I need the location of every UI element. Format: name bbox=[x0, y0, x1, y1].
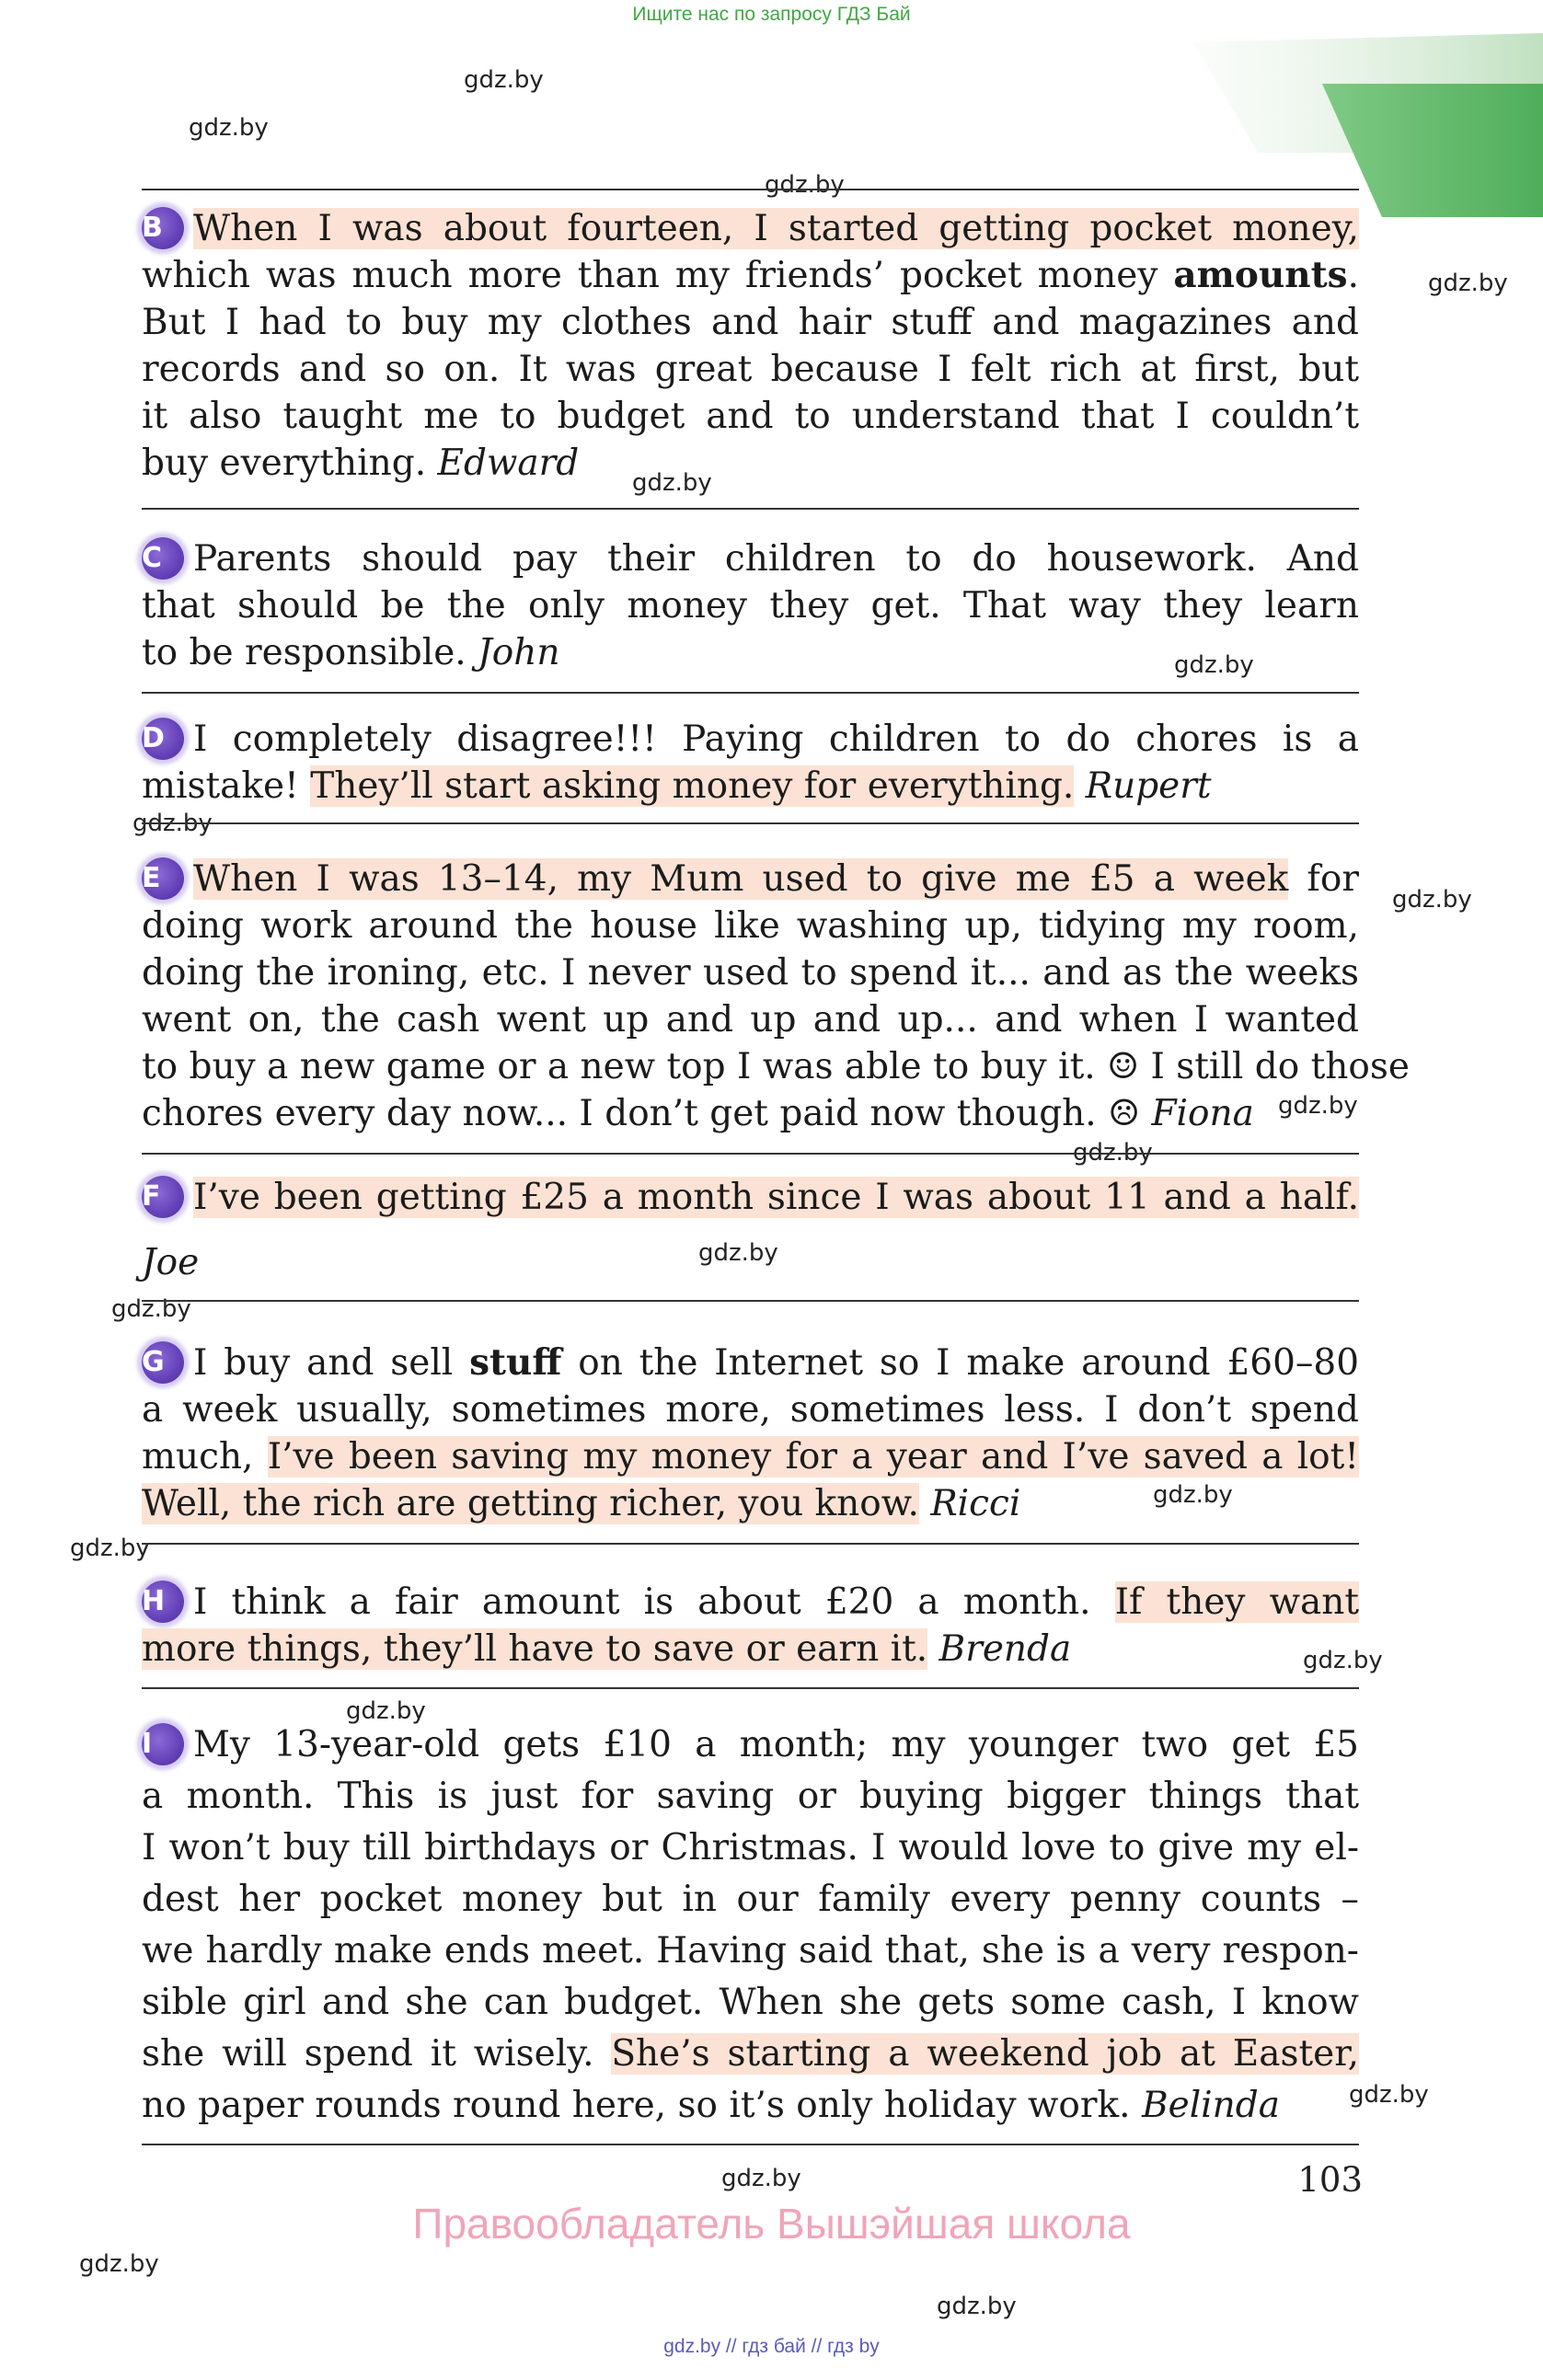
text-line bbox=[142, 1239, 1359, 1286]
section-divider bbox=[142, 1543, 1359, 1545]
letter-badge: G bbox=[142, 1341, 184, 1384]
page-number: 103 bbox=[1297, 2160, 1363, 2200]
letter-badge: D bbox=[142, 718, 184, 760]
section-divider bbox=[142, 1300, 1359, 1302]
letter-badge: B bbox=[142, 207, 184, 249]
text-line bbox=[142, 1579, 1359, 1626]
watermark: gdz.by bbox=[79, 2250, 159, 2278]
text-run: she will spend it wisely. bbox=[142, 2033, 612, 2075]
watermark: gdz.by bbox=[937, 2293, 1017, 2320]
watermark: gdz.by bbox=[1174, 651, 1254, 679]
comment-g bbox=[142, 1339, 1359, 1527]
highlighted-text: They’ll start asking money for everything. bbox=[310, 765, 1075, 807]
watermark: gdz.by bbox=[1278, 1092, 1358, 1120]
bottom-links[interactable]: gdz.by // гдз бай // гдз by bbox=[663, 2336, 880, 2357]
text-line: a month. This is just for saving or buying bigger things that bbox=[142, 1776, 1359, 1817]
author-name: Fiona bbox=[1151, 1093, 1254, 1134]
text-line: a week usually, sometimes more, sometimes less. I don’t spend bbox=[142, 1389, 1359, 1431]
comment-h bbox=[142, 1579, 1359, 1673]
watermark: gdz.by bbox=[346, 1697, 426, 1725]
text-line bbox=[142, 1626, 1359, 1673]
text-run: I completely disagree!!! Paying children to do chores is a bbox=[193, 719, 1359, 760]
highlighted-text: When I was about fourteen, I started getting pocket money, bbox=[193, 208, 1359, 249]
highlighted-text: When I was 13–14, my Mum used to give me £5 a week bbox=[193, 858, 1289, 900]
text-line bbox=[142, 2029, 1359, 2080]
text-run: I still do those bbox=[1150, 1046, 1410, 1087]
section-divider bbox=[142, 1687, 1359, 1689]
text-run: to be responsible. bbox=[142, 632, 466, 673]
author-name: Brenda bbox=[938, 1628, 1072, 1670]
highlighted-text: I’ve been getting £25 a month since I was about 11 and a half. bbox=[193, 1177, 1359, 1218]
comment-d bbox=[142, 716, 1359, 810]
watermark: gdz.by bbox=[132, 810, 213, 837]
smile-icon: ☺ bbox=[1107, 1046, 1140, 1087]
text-run: which was much more than my friends’ pocket money bbox=[142, 255, 1174, 296]
bold-word: stuff bbox=[469, 1341, 562, 1384]
section-divider bbox=[142, 822, 1359, 824]
comment-i bbox=[142, 1719, 1359, 2132]
copyright-footer: Правообладатель Вышэйшая школа bbox=[412, 2200, 1131, 2248]
text-line: dest her pocket money but in our family every penny counts – bbox=[142, 1879, 1359, 1920]
text-line: that should be the only money they get. That way they learn bbox=[142, 585, 1359, 627]
comment-f bbox=[142, 1174, 1359, 1286]
highlighted-text: She’s starting a weekend job at Easter, bbox=[611, 2033, 1360, 2075]
text-line bbox=[142, 1090, 1359, 1137]
letter-badge: I bbox=[142, 1723, 184, 1765]
text-line bbox=[142, 1719, 1359, 1771]
text-run: I think a fair amount is about £20 a month. bbox=[193, 1581, 1115, 1623]
frown-icon: ☹ bbox=[1108, 1093, 1141, 1134]
section-divider bbox=[142, 2144, 1359, 2145]
text-run: buy everything. bbox=[142, 443, 427, 484]
top-note: Ищите нас по запросу ГДЗ Бай bbox=[632, 4, 911, 25]
author-name: Belinda bbox=[1141, 2085, 1280, 2126]
watermark: gdz.by bbox=[632, 469, 712, 497]
section-divider bbox=[142, 692, 1359, 694]
text-line bbox=[142, 440, 1359, 487]
text-line bbox=[142, 1174, 1359, 1221]
text-run: to buy a new game or a new top I was able to buy it. bbox=[142, 1046, 1096, 1087]
text-line bbox=[142, 1433, 1359, 1480]
text-line bbox=[142, 1339, 1359, 1386]
text-line: we hardly make ends meet. Having said that, she is a very respon- bbox=[142, 1930, 1359, 1972]
text-run: . bbox=[1347, 255, 1359, 296]
watermark: gdz.by bbox=[1428, 270, 1508, 297]
text-run: Parents should pay their children to do housework. And bbox=[193, 538, 1359, 580]
watermark: gdz.by bbox=[111, 1295, 191, 1323]
bold-word: amounts bbox=[1173, 254, 1348, 296]
text-line bbox=[142, 763, 1359, 810]
watermark: gdz.by bbox=[1153, 1481, 1233, 1509]
letter-badge: C bbox=[142, 537, 184, 580]
watermark: gdz.by bbox=[189, 114, 269, 142]
text-line: it also taught me to budget and to understand that I couldn’t bbox=[142, 396, 1359, 437]
text-line bbox=[142, 205, 1359, 252]
text-run: no paper rounds round here, so it’s only holiday work. bbox=[142, 2085, 1131, 2126]
author-name: Rupert bbox=[1085, 765, 1212, 807]
text-run: chores every day now... I don’t get paid now though. bbox=[142, 1093, 1097, 1134]
text-line bbox=[142, 2080, 1359, 2132]
author-name: Joe bbox=[142, 1242, 200, 1283]
highlighted-text: Well, the rich are getting richer, you know. bbox=[142, 1483, 919, 1524]
text-line: doing the ironing, etc. I never used to spend it... and as the weeks bbox=[142, 952, 1359, 994]
watermark: gdz.by bbox=[1303, 1647, 1383, 1674]
text-run: for bbox=[1288, 858, 1359, 900]
author-name: Ricci bbox=[930, 1483, 1021, 1524]
watermark: gdz.by bbox=[1349, 2081, 1429, 2109]
watermark: gdz.by bbox=[721, 2165, 801, 2192]
text-run: on the Internet so I make around £60–80 bbox=[561, 1342, 1360, 1384]
text-line: went on, the cash went up and up and up... and when I wanted bbox=[142, 999, 1359, 1041]
text-line: doing work around the house like washing up, tidying my room, bbox=[142, 905, 1359, 947]
text-run: I buy and sell bbox=[193, 1342, 470, 1384]
text-line bbox=[142, 716, 1359, 763]
text-line: I won’t buy till birthdays or Christmas. I would love to give my el- bbox=[142, 1827, 1359, 1868]
section-divider bbox=[142, 189, 1359, 190]
comment-c bbox=[142, 535, 1359, 676]
watermark: gdz.by bbox=[70, 1535, 150, 1562]
section-divider bbox=[142, 508, 1359, 510]
text-line bbox=[142, 1480, 1359, 1527]
text-line bbox=[142, 629, 1359, 676]
text-run: My 13-year-old gets £10 a month; my younger two get £5 bbox=[193, 1724, 1359, 1765]
highlighted-text: I’ve been saving my money for a year and I’ve saved a lot! bbox=[267, 1436, 1359, 1477]
highlighted-text: more things, they’ll have to save or earn it. bbox=[142, 1628, 928, 1670]
corner-decoration bbox=[1193, 33, 1543, 226]
watermark: gdz.by bbox=[765, 171, 845, 199]
highlighted-text: If they want bbox=[1114, 1581, 1359, 1623]
text-line bbox=[142, 252, 1359, 299]
text-line bbox=[142, 535, 1359, 582]
watermark: gdz.by bbox=[1392, 886, 1472, 914]
watermark: gdz.by bbox=[464, 66, 544, 94]
text-line bbox=[142, 1043, 1410, 1090]
text-line: But I had to buy my clothes and hair stuff and magazines and bbox=[142, 302, 1359, 343]
text-run: much, bbox=[142, 1436, 268, 1477]
text-line: records and so on. It was great because I felt rich at first, but bbox=[142, 349, 1359, 390]
comment-e bbox=[142, 856, 1410, 1137]
letter-badge: F bbox=[142, 1176, 184, 1218]
comment-b bbox=[142, 205, 1359, 487]
section-divider bbox=[142, 1153, 1359, 1155]
watermark: gdz.by bbox=[1073, 1139, 1153, 1167]
letter-badge: H bbox=[142, 1581, 184, 1623]
text-run: mistake! bbox=[142, 765, 311, 807]
text-line: sible girl and she can budget. When she gets some cash, I know bbox=[142, 1982, 1359, 2023]
author-name: John bbox=[478, 632, 560, 673]
watermark: gdz.by bbox=[698, 1239, 778, 1267]
author-name: Edward bbox=[437, 443, 580, 484]
letter-badge: E bbox=[142, 857, 184, 900]
text-line bbox=[142, 856, 1359, 903]
